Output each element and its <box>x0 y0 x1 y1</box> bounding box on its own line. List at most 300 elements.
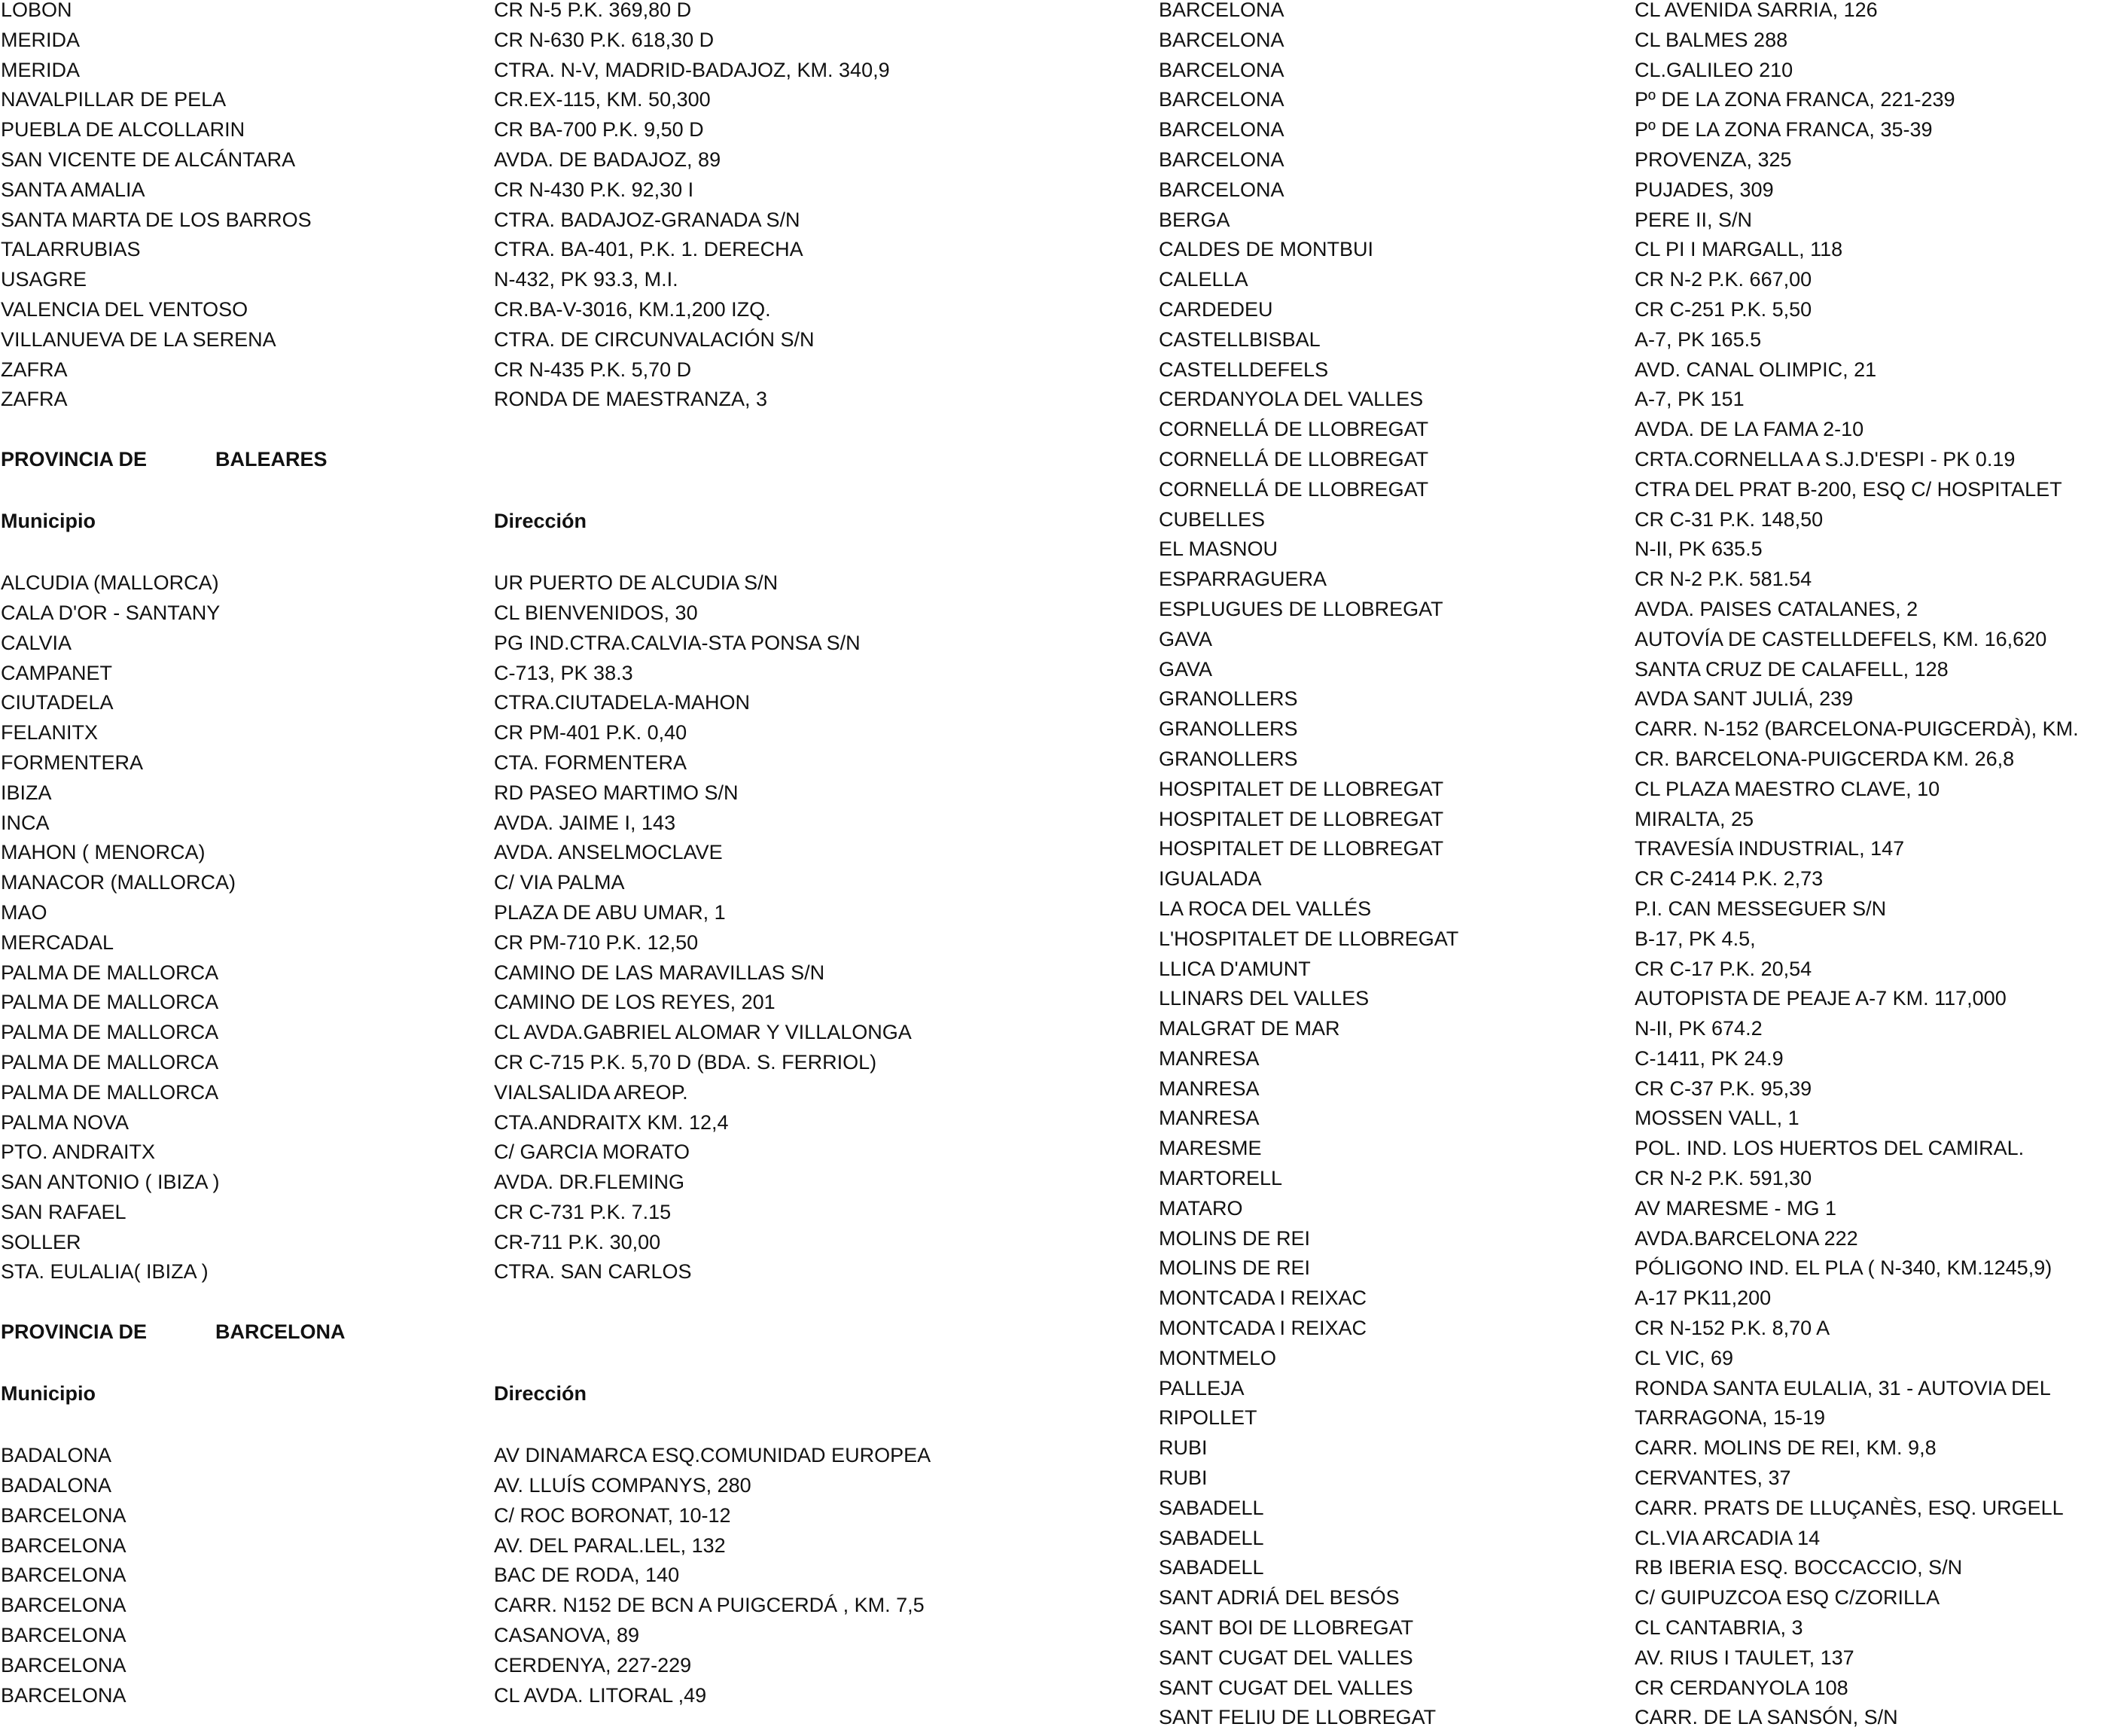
direccion-cell: CASANOVA, 89 <box>494 1624 640 1647</box>
direccion-cell: A-17 PK11,200 <box>1635 1287 1772 1310</box>
list-item <box>1 234 1055 264</box>
direccion-cell: UR PUERTO DE ALCUDIA S/N <box>494 571 779 595</box>
list-item <box>1159 1463 2121 1493</box>
list-item <box>1159 863 2121 894</box>
list-item <box>1 1017 1055 1047</box>
municipio-cell: CIUTADELA <box>1 691 114 714</box>
list-item <box>1 717 1055 748</box>
municipio-cell: SOLLER <box>1 1230 81 1253</box>
direccion-cell: CL PI I MARGALL, 118 <box>1635 238 1843 261</box>
municipio-cell: MERCADAL <box>1 930 114 954</box>
direccion-cell: CR C-17 P.K. 20,54 <box>1635 957 1812 980</box>
municipio-cell: ZAFRA <box>1 388 68 411</box>
list-item <box>1159 1163 2121 1193</box>
list-item <box>1159 774 2121 804</box>
municipio-cell: EL MASNOU <box>1159 538 1278 561</box>
direccion-cell: AV. DEL PARAL.LEL, 132 <box>494 1533 726 1557</box>
municipio-cell: SANT CUGAT DEL VALLES <box>1159 1676 1413 1699</box>
direccion-cell: AV DINAMARCA ESQ.COMUNIDAD EUROPEA <box>494 1444 931 1467</box>
municipio-cell: CALA D'OR - SANTANY <box>1 601 221 624</box>
municipio-cell: SABADELL <box>1159 1526 1264 1549</box>
list-item <box>1 145 1055 175</box>
municipio-cell: PALMA DE MALLORCA <box>1 991 219 1014</box>
left-column <box>1 0 1055 1710</box>
list-item <box>1159 1493 2121 1523</box>
list-item <box>1 384 1055 414</box>
municipio-cell: CAMPANET <box>1 661 113 684</box>
municipio-cell: PUEBLA DE ALCOLLARIN <box>1 118 245 142</box>
municipio-cell: SANTA MARTA DE LOS BARROS <box>1 208 312 231</box>
direccion-cell: PUJADES, 309 <box>1635 178 1774 201</box>
municipio-cell: PTO. ANDRAITX <box>1 1141 156 1164</box>
municipio-cell: TALARRUBIAS <box>1 238 141 261</box>
list-item <box>1159 594 2121 624</box>
municipio-cell: MATARO <box>1159 1196 1243 1220</box>
column-headers-baleares <box>1 506 1055 536</box>
direccion-cell: CR PM-710 P.K. 12,50 <box>494 930 699 954</box>
list-item <box>1159 1253 2121 1283</box>
list-item <box>1159 1613 2121 1643</box>
list-item <box>1 1440 1055 1470</box>
list-item <box>1 1047 1055 1077</box>
header-direccion: Dirección <box>494 1382 587 1406</box>
list-item <box>1 294 1055 324</box>
list-item <box>1 0 1055 25</box>
province-heading-barcelona <box>1 1317 1055 1347</box>
direccion-cell: TRAVESÍA INDUSTRIAL, 147 <box>1635 837 1905 860</box>
direccion-cell: C/ GUIPUZCOA ESQ C/ZORILLA <box>1635 1586 1940 1610</box>
municipio-cell: L'HOSPITALET DE LLOBREGAT <box>1159 927 1459 950</box>
direccion-cell: C-1411, PK 24.9 <box>1635 1046 1784 1070</box>
direccion-cell: CERVANTES, 37 <box>1635 1466 1791 1490</box>
municipio-cell: BARCELONA <box>1159 0 1284 21</box>
direccion-cell: CERDENYA, 227-229 <box>494 1653 692 1677</box>
list-item <box>1159 294 2121 324</box>
header-direccion: Dirección <box>494 510 587 533</box>
direccion-cell: CR N-152 P.K. 8,70 A <box>1635 1317 1830 1340</box>
municipio-cell: BARCELONA <box>1159 28 1284 51</box>
list-item <box>1 1077 1055 1107</box>
list-item <box>1159 1403 2121 1433</box>
direccion-cell: CTRA. DE CIRCUNVALACIÓN S/N <box>494 327 815 351</box>
list-item <box>1159 384 2121 414</box>
municipio-cell: SANT CUGAT DEL VALLES <box>1159 1646 1413 1669</box>
municipio-cell: RUBI <box>1159 1436 1208 1460</box>
municipio-cell: CERDANYOLA DEL VALLES <box>1159 388 1424 411</box>
direccion-cell: CR-711 P.K. 30,00 <box>494 1230 661 1253</box>
municipio-cell: CORNELLÁ DE LLOBREGAT <box>1159 477 1429 501</box>
direccion-cell: CL BALMES 288 <box>1635 28 1788 51</box>
municipio-cell: NAVALPILLAR DE PELA <box>1 88 227 111</box>
list-item <box>1 1620 1055 1650</box>
list-item <box>1159 1523 2121 1553</box>
direccion-cell: AUTOPISTA DE PEAJE A-7 KM. 117,000 <box>1635 987 2007 1010</box>
municipio-cell: CALVIA <box>1 631 72 654</box>
right-column <box>1159 0 2121 1732</box>
municipio-cell: SANT BOI DE LLOBREGAT <box>1159 1616 1414 1640</box>
municipio-cell: LLICA D'AMUNT <box>1159 957 1311 980</box>
direccion-cell: CR N-5 P.K. 369,80 D <box>494 0 692 21</box>
municipio-cell: SAN VICENTE DE ALCÁNTARA <box>1 148 296 171</box>
list-item <box>1159 1013 2121 1043</box>
municipio-cell: ESPLUGUES DE LLOBREGAT <box>1159 597 1443 620</box>
list-item <box>1159 654 2121 684</box>
list-item <box>1 1560 1055 1590</box>
municipio-cell: HOSPITALET DE LLOBREGAT <box>1159 777 1444 800</box>
list-item <box>1 25 1055 55</box>
municipio-cell: CORNELLÁ DE LLOBREGAT <box>1159 418 1429 441</box>
municipio-cell: MONTMELO <box>1159 1346 1277 1369</box>
municipio-cell: SAN RAFAEL <box>1 1200 126 1223</box>
list-item <box>1159 1343 2121 1373</box>
list-item <box>1159 1643 2121 1673</box>
direccion-cell: AVDA SANT JULIÁ, 239 <box>1635 687 1854 711</box>
list-item <box>1 1167 1055 1197</box>
direccion-cell: CTRA. N-V, MADRID-BADAJOZ, KM. 340,9 <box>494 58 890 81</box>
direccion-cell: CR N-435 P.K. 5,70 D <box>494 358 692 381</box>
municipio-cell: GAVA <box>1159 627 1213 650</box>
municipio-cell: MANRESA <box>1159 1077 1260 1100</box>
municipio-cell: CORNELLÁ DE LLOBREGAT <box>1159 447 1429 471</box>
municipio-cell: MERIDA <box>1 28 81 51</box>
direccion-cell: CR C-251 P.K. 5,50 <box>1635 297 1812 321</box>
direccion-cell: CR N-430 P.K. 92,30 I <box>494 178 694 201</box>
municipio-cell: HOSPITALET DE LLOBREGAT <box>1159 807 1444 830</box>
municipio-cell: MOLINS DE REI <box>1159 1256 1311 1280</box>
province-heading-baleares <box>1 444 1055 474</box>
direccion-cell: RB IBERIA ESQ. BOCCACCIO, S/N <box>1635 1556 1963 1579</box>
list-item <box>1 84 1055 114</box>
municipio-cell: VILLANUEVA DE LA SERENA <box>1 327 276 351</box>
municipio-cell: BARCELONA <box>1 1533 126 1557</box>
list-item <box>1 1107 1055 1138</box>
list-item <box>1 867 1055 897</box>
direccion-cell: CRTA.CORNELLA A S.J.D'ESPI - PK 0.19 <box>1635 447 2016 471</box>
municipio-cell: BARCELONA <box>1 1683 126 1707</box>
direccion-cell: CR C-37 P.K. 95,39 <box>1635 1077 1812 1100</box>
municipio-cell: PALMA DE MALLORCA <box>1 1050 219 1074</box>
municipio-cell: BADALONA <box>1 1444 112 1467</box>
municipio-cell: BARCELONA <box>1159 88 1284 111</box>
municipio-cell: MAO <box>1 900 47 924</box>
direccion-cell: P.I. CAN MESSEGUER S/N <box>1635 897 1887 920</box>
direccion-cell: CTA. FORMENTERA <box>494 751 687 774</box>
municipio-cell: MANRESA <box>1159 1107 1260 1130</box>
municipio-cell: ZAFRA <box>1 358 68 381</box>
municipio-cell: BARCELONA <box>1 1594 126 1617</box>
list-item <box>1159 1223 2121 1253</box>
municipio-cell: LA ROCA DEL VALLÉS <box>1159 897 1372 920</box>
list-item <box>1 205 1055 235</box>
direccion-cell: CR N-2 P.K. 581.54 <box>1635 568 1812 591</box>
direccion-cell: CAMINO DE LAS MARAVILLAS S/N <box>494 961 825 984</box>
list-item <box>1159 1582 2121 1613</box>
list-item <box>1159 624 2121 654</box>
list-item <box>1159 1103 2121 1133</box>
direccion-cell: AVDA. DE BADAJOZ, 89 <box>494 148 721 171</box>
municipio-cell: IBIZA <box>1 781 52 804</box>
direccion-cell: C-713, PK 38.3 <box>494 661 633 684</box>
list-item <box>1 1530 1055 1561</box>
direccion-cell: CR CERDANYOLA 108 <box>1635 1676 1848 1699</box>
municipio-cell: SANT ADRIÁ DEL BESÓS <box>1159 1586 1400 1610</box>
list-item <box>1159 714 2121 744</box>
list-item <box>1159 924 2121 954</box>
municipio-cell: INCA <box>1 811 50 834</box>
direccion-cell: N-II, PK 635.5 <box>1635 538 1763 561</box>
direccion-cell: CARR. N152 DE BCN A PUIGCERDÁ , KM. 7,5 <box>494 1594 925 1617</box>
direccion-cell: AV. LLUÍS COMPANYS, 280 <box>494 1474 751 1497</box>
municipio-cell: MANRESA <box>1159 1046 1260 1070</box>
municipio-cell: PALMA DE MALLORCA <box>1 961 219 984</box>
list-item <box>1 1137 1055 1167</box>
list-item <box>1159 534 2121 564</box>
direccion-cell: Pº DE LA ZONA FRANCA, 221-239 <box>1635 88 1955 111</box>
direccion-cell: PLAZA DE ABU UMAR, 1 <box>494 900 726 924</box>
municipio-cell: BARCELONA <box>1159 118 1284 142</box>
municipio-cell: SAN ANTONIO ( IBIZA ) <box>1 1171 220 1194</box>
list-item <box>1159 84 2121 114</box>
municipio-cell: PALMA DE MALLORCA <box>1 1021 219 1044</box>
direccion-cell: A-7, PK 165.5 <box>1635 327 1762 351</box>
direccion-cell: CR C-731 P.K. 7.15 <box>494 1200 672 1223</box>
direccion-cell: C/ VIA PALMA <box>494 871 625 894</box>
barcelona-continued-list <box>1159 0 2121 1732</box>
list-item <box>1159 833 2121 863</box>
direccion-cell: AVDA.BARCELONA 222 <box>1635 1226 1858 1250</box>
province-label: PROVINCIA DE <box>1 1320 148 1344</box>
list-item <box>1159 0 2121 25</box>
municipio-cell: SANTA AMALIA <box>1 178 145 201</box>
direccion-cell: CL.VIA ARCADIA 14 <box>1635 1526 1821 1549</box>
list-item <box>1159 145 2121 175</box>
direccion-cell: AV. RIUS I TAULET, 137 <box>1635 1646 1854 1669</box>
direccion-cell: CL PLAZA MAESTRO CLAVE, 10 <box>1635 777 1940 800</box>
municipio-cell: FORMENTERA <box>1 751 143 774</box>
municipio-cell: LLINARS DEL VALLES <box>1159 987 1370 1010</box>
list-item <box>1159 114 2121 145</box>
list-item <box>1 114 1055 145</box>
list-item <box>1159 474 2121 504</box>
direccion-cell: CR BA-700 P.K. 9,50 D <box>494 118 704 142</box>
list-item <box>1159 205 2121 235</box>
direccion-cell: AVDA. JAIME I, 143 <box>494 811 676 834</box>
list-item <box>1 175 1055 205</box>
municipio-cell: ALCUDIA (MALLORCA) <box>1 571 219 595</box>
list-item <box>1159 744 2121 774</box>
direccion-cell: CARR. N-152 (BARCELONA-PUIGCERDÀ), KM. <box>1635 717 2079 741</box>
direccion-cell: PROVENZA, 325 <box>1635 148 1792 171</box>
list-item <box>1159 564 2121 594</box>
direccion-cell: AV MARESME - MG 1 <box>1635 1196 1837 1220</box>
direccion-cell: C/ ROC BORONAT, 10-12 <box>494 1503 731 1527</box>
list-item <box>1159 444 2121 474</box>
list-item <box>1 778 1055 808</box>
list-item <box>1 1227 1055 1257</box>
direccion-cell: CL VIC, 69 <box>1635 1346 1734 1369</box>
direccion-cell: CR.BA-V-3016, KM.1,200 IZQ. <box>494 297 771 321</box>
column-headers-barcelona <box>1 1378 1055 1409</box>
list-item <box>1159 1673 2121 1703</box>
municipio-cell: CARDEDEU <box>1159 297 1273 321</box>
direccion-cell: CR.EX-115, KM. 50,300 <box>494 88 711 111</box>
list-item <box>1 837 1055 867</box>
list-item <box>1159 1133 2121 1163</box>
municipio-cell: HOSPITALET DE LLOBREGAT <box>1159 837 1444 860</box>
direccion-cell: CR C-31 P.K. 148,50 <box>1635 507 1824 531</box>
list-item <box>1159 264 2121 294</box>
direccion-cell: AVDA. DR.FLEMING <box>494 1171 685 1194</box>
province-name: BARCELONA <box>215 1320 346 1344</box>
list-item <box>1159 175 2121 205</box>
header-municipio: Municipio <box>1 1382 96 1406</box>
municipio-cell: SANT FELIU DE LLOBREGAT <box>1159 1706 1437 1729</box>
municipio-cell: CALELLA <box>1159 268 1248 291</box>
list-item <box>1159 804 2121 834</box>
baleares-list <box>1 568 1055 1287</box>
municipio-cell: MARTORELL <box>1159 1167 1283 1190</box>
list-item <box>1 1680 1055 1710</box>
direccion-cell: N-432, PK 93.3, M.I. <box>494 268 678 291</box>
municipio-cell: STA. EULALIA( IBIZA ) <box>1 1260 209 1284</box>
list-item <box>1159 55 2121 85</box>
municipio-cell: GRANOLLERS <box>1159 717 1298 741</box>
header-municipio: Municipio <box>1 510 96 533</box>
municipio-cell: BARCELONA <box>1 1564 126 1587</box>
list-item <box>1 355 1055 385</box>
direccion-cell: CTRA. BADAJOZ-GRANADA S/N <box>494 208 800 231</box>
list-item <box>1 808 1055 838</box>
direccion-cell: AVDA. PAISES CATALANES, 2 <box>1635 597 1918 620</box>
list-item <box>1159 894 2121 924</box>
list-item <box>1 324 1055 355</box>
list-item <box>1 1500 1055 1530</box>
list-item <box>1 568 1055 598</box>
list-item <box>1 987 1055 1017</box>
municipio-cell: FELANITX <box>1 721 99 745</box>
direccion-cell: CL AVDA.GABRIEL ALOMAR Y VILLALONGA <box>494 1021 912 1044</box>
list-item <box>1 658 1055 688</box>
list-item <box>1159 504 2121 535</box>
direccion-cell: TARRAGONA, 15-19 <box>1635 1406 1826 1430</box>
list-item <box>1159 1074 2121 1104</box>
municipio-cell: RIPOLLET <box>1159 1406 1257 1430</box>
direccion-cell: CTRA. BA-401, P.K. 1. DERECHA <box>494 238 803 261</box>
direccion-cell: CR N-2 P.K. 591,30 <box>1635 1167 1812 1190</box>
municipio-cell: VALENCIA DEL VENTOSO <box>1 297 248 321</box>
direccion-cell: RONDA DE MAESTRANZA, 3 <box>494 388 768 411</box>
direccion-cell: AVDA. DE LA FAMA 2-10 <box>1635 418 1864 441</box>
municipio-cell: CASTELLDEFELS <box>1159 358 1329 381</box>
list-item <box>1159 684 2121 714</box>
direccion-cell: CR. BARCELONA-PUIGCERDA KM. 26,8 <box>1635 747 2015 770</box>
list-item <box>1159 1043 2121 1074</box>
list-item <box>1 1256 1055 1287</box>
municipio-cell: BARCELONA <box>1159 148 1284 171</box>
list-item <box>1159 1373 2121 1403</box>
list-item <box>1 1590 1055 1620</box>
direccion-cell: CTA.ANDRAITX KM. 12,4 <box>494 1110 729 1134</box>
direccion-cell: CTRA. SAN CARLOS <box>494 1260 692 1284</box>
direccion-cell: PG IND.CTRA.CALVIA-STA PONSA S/N <box>494 631 861 654</box>
province-name: BALEARES <box>215 448 328 471</box>
direccion-cell: CL AVENIDA SARRIA, 126 <box>1635 0 1878 21</box>
direccion-cell: RD PASEO MARTIMO S/N <box>494 781 739 804</box>
direccion-cell: CR N-630 P.K. 618,30 D <box>494 28 715 51</box>
direccion-cell: N-II, PK 674.2 <box>1635 1017 1763 1040</box>
list-item <box>1 748 1055 778</box>
municipio-cell: MOLINS DE REI <box>1159 1226 1311 1250</box>
list-item <box>1 598 1055 628</box>
municipio-cell: PALLEJA <box>1159 1376 1245 1399</box>
municipio-cell: ESPARRAGUERA <box>1159 568 1327 591</box>
list-item <box>1 264 1055 294</box>
direccion-cell: PERE II, S/N <box>1635 208 1753 231</box>
barcelona-list <box>1 1440 1055 1710</box>
list-item <box>1 927 1055 958</box>
municipio-cell: LOBON <box>1 0 72 21</box>
list-item <box>1159 1702 2121 1732</box>
list-item <box>1 1470 1055 1500</box>
direccion-cell: CR PM-401 P.K. 0,40 <box>494 721 687 745</box>
direccion-cell: AVDA. ANSELMOCLAVE <box>494 841 723 864</box>
municipio-cell: PALMA NOVA <box>1 1110 130 1134</box>
direccion-cell: MIRALTA, 25 <box>1635 807 1754 830</box>
municipio-cell: MAHON ( MENORCA) <box>1 841 206 864</box>
list-item <box>1 1197 1055 1227</box>
direccion-cell: CAMINO DE LOS REYES, 201 <box>494 991 776 1014</box>
list-item <box>1159 234 2121 264</box>
municipio-cell: IGUALADA <box>1159 867 1262 891</box>
list-item <box>1 55 1055 85</box>
province-label: PROVINCIA DE <box>1 448 148 471</box>
municipio-cell: SABADELL <box>1159 1496 1264 1519</box>
direccion-cell: CTRA DEL PRAT B-200, ESQ C/ HOSPITALET <box>1635 477 2062 501</box>
direccion-cell: CARR. MOLINS DE REI, KM. 9,8 <box>1635 1436 1937 1460</box>
municipio-cell: MARESME <box>1159 1137 1262 1160</box>
badajoz-continued-list <box>1 0 1055 414</box>
list-item <box>1159 1283 2121 1313</box>
municipio-cell: GRANOLLERS <box>1159 747 1298 770</box>
municipio-cell: RUBI <box>1159 1466 1208 1490</box>
direccion-cell: AVD. CANAL OLIMPIC, 21 <box>1635 358 1877 381</box>
municipio-cell: BERGA <box>1159 208 1230 231</box>
list-item <box>1159 25 2121 55</box>
list-item <box>1159 983 2121 1013</box>
municipio-cell: BARCELONA <box>1 1624 126 1647</box>
municipio-cell: GAVA <box>1159 657 1213 681</box>
direccion-cell: CR C-2414 P.K. 2,73 <box>1635 867 1824 891</box>
direccion-cell: AUTOVÍA DE CASTELLDEFELS, KM. 16,620 <box>1635 627 2047 650</box>
list-item <box>1 958 1055 988</box>
direccion-cell: CTRA.CIUTADELA-MAHON <box>494 691 751 714</box>
list-item <box>1159 1313 2121 1343</box>
direccion-cell: CARR. PRATS DE LLUÇANÈS, ESQ. URGELL <box>1635 1496 2064 1519</box>
list-item <box>1 687 1055 717</box>
direccion-cell: A-7, PK 151 <box>1635 388 1745 411</box>
direccion-cell: BAC DE RODA, 140 <box>494 1564 680 1587</box>
direccion-cell: C/ GARCIA MORATO <box>494 1141 690 1164</box>
municipio-cell: PALMA DE MALLORCA <box>1 1080 219 1104</box>
list-item <box>1159 954 2121 984</box>
direccion-cell: CARR. DE LA SANSÓN, S/N <box>1635 1706 1898 1729</box>
direccion-cell: MOSSEN VALL, 1 <box>1635 1107 1799 1130</box>
municipio-cell: CUBELLES <box>1159 507 1266 531</box>
list-item <box>1 628 1055 658</box>
municipio-cell: BARCELONA <box>1159 58 1284 81</box>
list-item <box>1 1650 1055 1680</box>
direccion-cell: B-17, PK 4.5, <box>1635 927 1756 950</box>
